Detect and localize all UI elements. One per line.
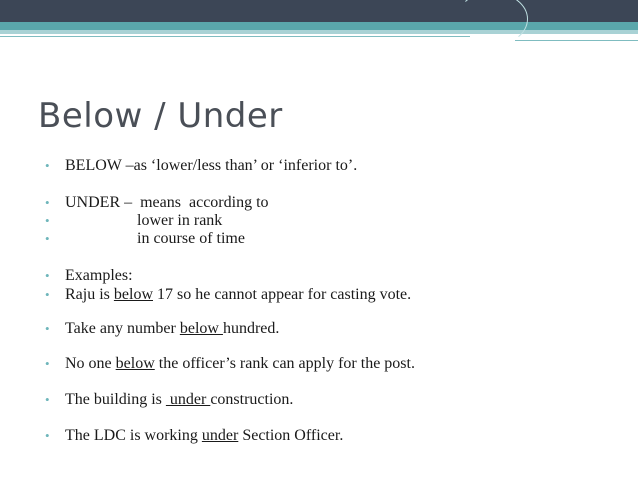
bullet-example-officer: [45, 355, 415, 373]
underlined-keyword: below: [179, 320, 223, 337]
bullet-text-pre: The LDC is working: [65, 427, 202, 444]
bullet-text-pre: Raju is: [65, 286, 114, 303]
bullet-text-post: 17 so he cannot appear for casting vote.: [153, 286, 412, 303]
bullet-text-post: the officer’s rank can apply for the post.: [154, 355, 415, 372]
bullet-text-pre: Take any number: [65, 320, 180, 337]
bullet-text-post: Section Officer.: [238, 427, 344, 444]
bullet-below-definition: [45, 157, 357, 175]
header-band-dark: [0, 0, 638, 22]
header-rule-right: [515, 40, 638, 41]
bullet-icon: •: [45, 158, 50, 173]
bullet-text: BELOW –as ‘lower/less than’ or ‘inferior to’.: [65, 157, 358, 174]
underlined-keyword: under: [201, 427, 239, 444]
bullet-under-rank: [45, 212, 222, 230]
bullet-icon: •: [45, 428, 50, 443]
bullet-under-time: [45, 230, 245, 248]
bullet-text: Examples:: [65, 267, 133, 284]
bullet-under-definition: [45, 194, 269, 212]
bullet-icon: •: [45, 321, 50, 336]
bullet-text: in course of time: [65, 230, 245, 247]
header-rule-left: [0, 36, 470, 37]
bullet-example-raju: [45, 286, 411, 304]
bullet-icon: •: [45, 231, 50, 246]
underlined-keyword: below: [115, 355, 155, 372]
bullet-example-building: [45, 391, 293, 409]
underlined-keyword: under: [165, 391, 211, 408]
bullet-icon: •: [45, 195, 50, 210]
bullet-text-post: hundred.: [222, 320, 280, 337]
bullet-text: lower in rank: [65, 212, 223, 229]
bullet-icon: •: [45, 392, 50, 407]
bullet-examples-heading: [45, 267, 133, 285]
header-band-light: [0, 30, 638, 34]
underlined-keyword: below: [113, 286, 153, 303]
bullet-text-post: construction.: [210, 391, 294, 408]
bullet-icon: •: [45, 356, 50, 371]
bullet-icon: •: [45, 268, 50, 283]
bullet-icon: •: [45, 287, 50, 302]
bullet-text-pre: No one: [65, 355, 116, 372]
bullet-example-number: [45, 320, 279, 338]
bullet-example-ldc: [45, 427, 343, 445]
slide-title: Below / Under: [38, 96, 283, 136]
bullet-icon: •: [45, 213, 50, 228]
bullet-text: UNDER – means according to: [65, 194, 269, 211]
header-band-teal: [0, 22, 638, 30]
bullet-text-pre: The building is: [65, 391, 166, 408]
